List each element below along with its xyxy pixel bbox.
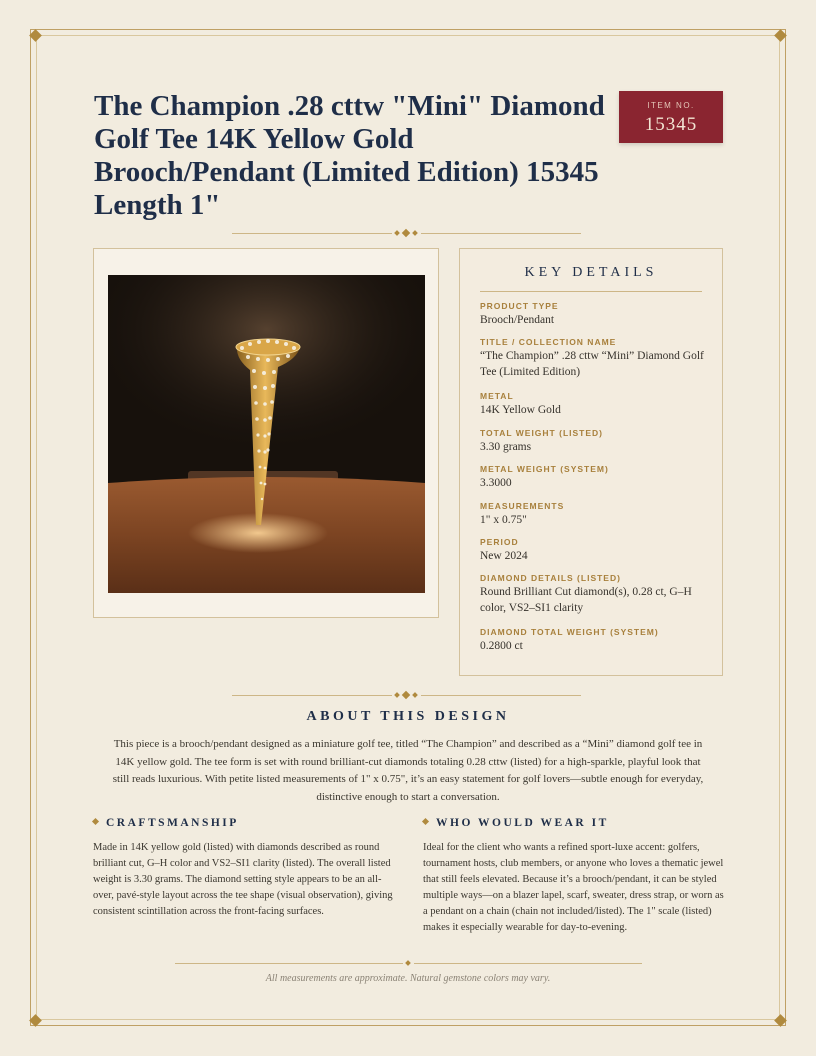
key-details-heading: KEY DETAILS	[524, 265, 658, 280]
product-photo	[108, 275, 425, 593]
footer-note: All measurements are approximate. Natural gemstone colors may vary.	[265, 973, 551, 984]
item-number-label: ITEM NO.	[647, 101, 695, 110]
craftsmanship-text: Made in 14K yellow gold (listed) with diamonds described as round brilliant cut, G–H color and VS2–SI1 clarity (listed). The overall listed weight is 3.30 grams. The diamond setting style appears to be an all-over, pavé-style layout across the tee shape (visual observation), giving consistent scintillation across the front-facing surfaces.	[93, 842, 393, 917]
detail-label: MEASUREMENTS	[480, 501, 565, 511]
section-divider	[421, 233, 581, 234]
detail-label: PRODUCT TYPE	[480, 301, 559, 311]
who-would-wear-heading	[423, 817, 609, 829]
footer-divider	[414, 963, 642, 964]
detail-value: 0.2800 ct	[480, 640, 523, 652]
detail-diamond-details	[480, 573, 710, 616]
footer-divider	[175, 963, 403, 964]
detail-value: “The Champion” .28 cttw “Mini” Diamond Golf Tee (Limited Edition)	[480, 350, 704, 378]
detail-product-type	[480, 301, 710, 328]
detail-metal	[480, 391, 710, 418]
item-number-badge	[619, 91, 723, 143]
detail-total-weight	[480, 428, 710, 455]
detail-value: 1" x 0.75"	[480, 514, 527, 526]
key-details-rule	[480, 291, 702, 292]
detail-value: 14K Yellow Gold	[480, 404, 561, 416]
detail-measurements	[480, 501, 710, 528]
bullet-diamond-icon	[422, 818, 429, 825]
about-text: This piece is a brooch/pendant designed as a miniature golf tee, titled “The Champion” and described as a “Mini” diamond golf tee in 14K yellow gold. The tee form is set with round brilliant-cut diamonds totaling 0.28 cttw (listed) for a high-sparkle, playful look that still reads luxurious. With petite listed measurements of 1" x 0.75", it’s an easy statement for golf lovers—subtle enough for everyday, distinctive enough to start a conversation.	[112, 738, 704, 803]
detail-title-collection	[480, 337, 710, 380]
who-would-wear-text: Ideal for the client who wants a refined sport-luxe accent: golfers, tournament hosts, club members, or anyone who loves a thematic jewel that still feels elevated. Because it’s a brooch/pendant, it can be styled multiple ways—on a blazer lapel, scarf, sweater, dress strap, or worn as a pendant on a chain (chain not included/listed). The 1" scale (listed) makes it especially wearable for day-to-evening.	[423, 842, 724, 933]
product-image-frame	[93, 248, 439, 618]
craftsmanship-heading	[93, 817, 239, 829]
detail-value: 3.3000	[480, 477, 512, 489]
detail-value: 3.30 grams	[480, 441, 532, 453]
detail-label: DIAMOND TOTAL WEIGHT (SYSTEM)	[480, 627, 659, 637]
detail-value: Round Brilliant Cut diamond(s), 0.28 ct, G–H color, VS2–SI1 clarity	[480, 586, 692, 614]
detail-label: METAL WEIGHT (SYSTEM)	[480, 464, 609, 474]
detail-value: New 2024	[480, 550, 528, 562]
section-divider	[232, 695, 392, 696]
product-title: The Champion .28 cttw "Mini" Diamond Golf Tee 14K Yellow Gold Brooch/Pendant (Limited Edition) 15345 Length 1"	[94, 90, 605, 221]
section-divider	[232, 233, 392, 234]
detail-value: Brooch/Pendant	[480, 314, 555, 326]
key-details-panel	[459, 248, 723, 676]
detail-label: DIAMOND DETAILS (LISTED)	[480, 573, 621, 583]
detail-diamond-total-weight	[480, 627, 710, 654]
about-heading: ABOUT THIS DESIGN	[306, 709, 510, 724]
detail-label: TITLE / COLLECTION NAME	[480, 337, 617, 347]
who-would-wear-heading-text: WHO WOULD WEAR IT	[436, 817, 609, 829]
detail-metal-weight	[480, 464, 710, 491]
detail-label: PERIOD	[480, 537, 519, 547]
bullet-diamond-icon	[92, 818, 99, 825]
detail-label: METAL	[480, 391, 514, 401]
craftsmanship-heading-text: CRAFTSMANSHIP	[106, 817, 239, 829]
section-divider	[421, 695, 581, 696]
item-number: 15345	[644, 114, 698, 135]
detail-label: TOTAL WEIGHT (LISTED)	[480, 428, 603, 438]
detail-period	[480, 537, 710, 564]
golf-tee-illustration	[108, 275, 425, 593]
